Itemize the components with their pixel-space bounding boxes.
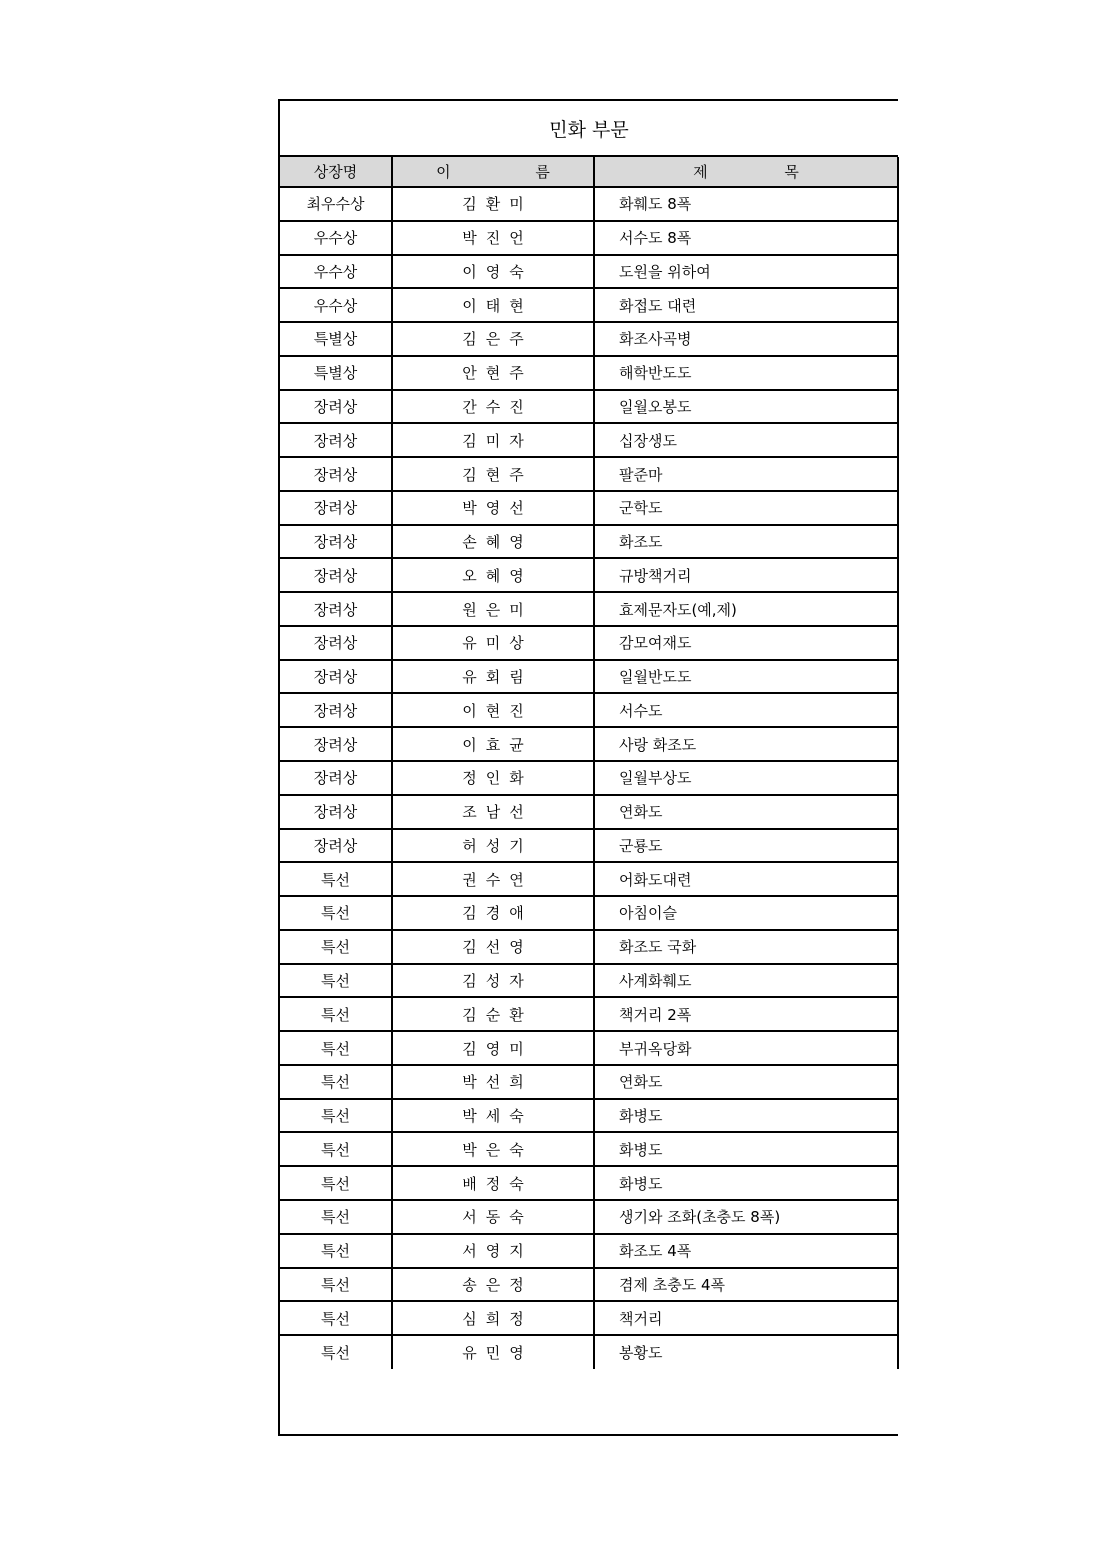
name-cell: 이태현	[392, 288, 594, 322]
name-cell: 이효균	[392, 727, 594, 761]
name-cell: 김현주	[392, 457, 594, 491]
award-cell: 특선	[280, 964, 392, 998]
title-cell: 연화도	[594, 795, 898, 829]
title-cell: 겸제 초충도 4폭	[594, 1268, 898, 1302]
table-header-row	[280, 157, 898, 187]
award-cell: 특선	[280, 1234, 392, 1268]
title-cell: 해학반도도	[594, 356, 898, 390]
name-cell: 김성자	[392, 964, 594, 998]
name-cell: 김영미	[392, 1031, 594, 1065]
name-cell: 정인화	[392, 761, 594, 795]
name-cell: 간수진	[392, 390, 594, 424]
title-cell: 사계화훼도	[594, 964, 898, 998]
table-row	[280, 795, 898, 829]
name-cell: 원은미	[392, 592, 594, 626]
award-cell: 우수상	[280, 288, 392, 322]
table-row	[280, 1268, 898, 1302]
name-cell: 이현진	[392, 693, 594, 727]
name-cell: 박선희	[392, 1065, 594, 1099]
name-cell: 이영숙	[392, 255, 594, 289]
award-cell: 장려상	[280, 727, 392, 761]
award-cell: 장려상	[280, 390, 392, 424]
name-cell: 배정숙	[392, 1166, 594, 1200]
name-cell: 김순환	[392, 997, 594, 1031]
table-row	[280, 1031, 898, 1065]
award-cell: 장려상	[280, 761, 392, 795]
name-cell: 심희정	[392, 1301, 594, 1335]
table-row	[280, 660, 898, 694]
column-header-name: 이 름	[392, 157, 594, 187]
award-cell: 특별상	[280, 356, 392, 390]
column-header-title: 제 목	[594, 157, 898, 187]
table-row	[280, 761, 898, 795]
table-row	[280, 727, 898, 761]
award-cell: 장려상	[280, 491, 392, 525]
table-row	[280, 997, 898, 1031]
title-cell: 감모여재도	[594, 626, 898, 660]
name-cell: 안현주	[392, 356, 594, 390]
table-row	[280, 525, 898, 559]
title-cell: 어화도대련	[594, 862, 898, 896]
title-cell: 화병도	[594, 1132, 898, 1166]
table-row	[280, 693, 898, 727]
name-cell: 김경애	[392, 896, 594, 930]
table-row	[280, 288, 898, 322]
award-cell: 장려상	[280, 660, 392, 694]
title-cell: 화조사곡병	[594, 322, 898, 356]
title-cell: 생기와 조화(초충도 8폭)	[594, 1200, 898, 1234]
title-cell: 효제문자도(예,제)	[594, 592, 898, 626]
title-cell: 화접도 대련	[594, 288, 898, 322]
title-cell: 팔준마	[594, 457, 898, 491]
award-cell: 특선	[280, 1099, 392, 1133]
title-cell: 책거리	[594, 1301, 898, 1335]
name-cell: 권수연	[392, 862, 594, 896]
awards-table	[280, 157, 899, 1369]
table-row	[280, 829, 898, 863]
awards-sheet	[278, 99, 898, 1436]
award-cell: 장려상	[280, 829, 392, 863]
award-cell: 특선	[280, 1301, 392, 1335]
table-row	[280, 862, 898, 896]
title-cell: 책거리 2폭	[594, 997, 898, 1031]
name-cell: 박진언	[392, 221, 594, 255]
table-row	[280, 187, 898, 221]
award-cell: 장려상	[280, 423, 392, 457]
title-cell: 십장생도	[594, 423, 898, 457]
award-cell: 최우수상	[280, 187, 392, 221]
title-cell: 화조도	[594, 525, 898, 559]
award-cell: 특선	[280, 1065, 392, 1099]
table-row	[280, 1301, 898, 1335]
title-cell: 일월오봉도	[594, 390, 898, 424]
title-cell: 부귀옥당화	[594, 1031, 898, 1065]
award-cell: 장려상	[280, 558, 392, 592]
award-cell: 특선	[280, 1031, 392, 1065]
title-cell: 화병도	[594, 1099, 898, 1133]
award-cell: 장려상	[280, 693, 392, 727]
name-cell: 서동숙	[392, 1200, 594, 1234]
name-cell: 허성기	[392, 829, 594, 863]
table-row	[280, 491, 898, 525]
title-cell: 일월반도도	[594, 660, 898, 694]
table-row	[280, 457, 898, 491]
award-cell: 장려상	[280, 525, 392, 559]
table-row	[280, 221, 898, 255]
title-cell: 일월부상도	[594, 761, 898, 795]
table-row	[280, 964, 898, 998]
award-cell: 특선	[280, 896, 392, 930]
table-row	[280, 592, 898, 626]
title-cell: 화조도 국화	[594, 930, 898, 964]
table-row	[280, 1335, 898, 1369]
table-row	[280, 423, 898, 457]
table-row	[280, 626, 898, 660]
title-cell: 서수도 8폭	[594, 221, 898, 255]
title-cell: 화병도	[594, 1166, 898, 1200]
award-cell: 특별상	[280, 322, 392, 356]
name-cell: 오혜영	[392, 558, 594, 592]
title-cell: 사랑 화조도	[594, 727, 898, 761]
name-cell: 김은주	[392, 322, 594, 356]
award-cell: 우수상	[280, 255, 392, 289]
title-cell: 규방책거리	[594, 558, 898, 592]
table-row	[280, 1065, 898, 1099]
award-cell: 특선	[280, 1268, 392, 1302]
table-row	[280, 1166, 898, 1200]
name-cell: 박세숙	[392, 1099, 594, 1133]
table-row	[280, 390, 898, 424]
title-cell: 연화도	[594, 1065, 898, 1099]
name-cell: 박영선	[392, 491, 594, 525]
name-cell: 조남선	[392, 795, 594, 829]
table-row	[280, 1099, 898, 1133]
table-row	[280, 896, 898, 930]
table-row	[280, 1200, 898, 1234]
name-cell: 김미자	[392, 423, 594, 457]
award-cell: 특선	[280, 930, 392, 964]
title-cell: 봉황도	[594, 1335, 898, 1369]
award-cell: 특선	[280, 1335, 392, 1369]
title-cell: 아침이슬	[594, 896, 898, 930]
name-cell: 서영지	[392, 1234, 594, 1268]
table-row	[280, 1132, 898, 1166]
name-cell: 김환미	[392, 187, 594, 221]
title-cell: 화조도 4폭	[594, 1234, 898, 1268]
award-cell: 장려상	[280, 795, 392, 829]
name-cell: 박은숙	[392, 1132, 594, 1166]
name-cell: 김선영	[392, 930, 594, 964]
table-row	[280, 356, 898, 390]
section-title: 민화 부문	[280, 101, 898, 157]
column-header-award: 상장명	[280, 157, 392, 187]
name-cell: 유회림	[392, 660, 594, 694]
title-cell: 서수도	[594, 693, 898, 727]
table-row	[280, 322, 898, 356]
award-cell: 우수상	[280, 221, 392, 255]
table-row	[280, 1234, 898, 1268]
table-row	[280, 558, 898, 592]
title-cell: 화훼도 8폭	[594, 187, 898, 221]
award-cell: 장려상	[280, 592, 392, 626]
name-cell: 손혜영	[392, 525, 594, 559]
title-cell: 군룡도	[594, 829, 898, 863]
award-cell: 특선	[280, 997, 392, 1031]
award-cell: 장려상	[280, 457, 392, 491]
award-cell: 특선	[280, 862, 392, 896]
award-cell: 특선	[280, 1166, 392, 1200]
table-row	[280, 930, 898, 964]
award-cell: 특선	[280, 1200, 392, 1234]
table-row	[280, 255, 898, 289]
title-cell: 군학도	[594, 491, 898, 525]
award-cell: 특선	[280, 1132, 392, 1166]
name-cell: 유미상	[392, 626, 594, 660]
name-cell: 송은정	[392, 1268, 594, 1302]
title-cell: 도원을 위하여	[594, 255, 898, 289]
name-cell: 유민영	[392, 1335, 594, 1369]
award-cell: 장려상	[280, 626, 392, 660]
